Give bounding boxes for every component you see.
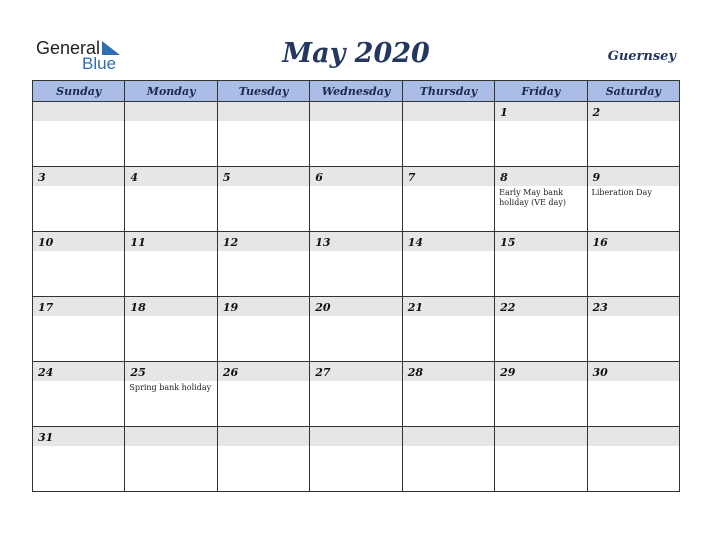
- day-cell: [495, 362, 587, 427]
- holiday-label: [403, 121, 494, 123]
- holiday-label: [310, 186, 401, 188]
- holiday-label: [495, 121, 586, 123]
- day-cell: [125, 297, 217, 362]
- holiday-label: [310, 446, 401, 448]
- weekday-header: Thursday: [402, 81, 494, 102]
- day-number: 23: [592, 301, 608, 314]
- holiday-label: [403, 186, 494, 188]
- week-row: [33, 362, 680, 427]
- day-cell: [402, 167, 494, 232]
- day-number-bar: [218, 297, 309, 316]
- day-number-bar: [588, 102, 679, 121]
- day-number-bar: [403, 427, 494, 446]
- day-number-bar: [403, 297, 494, 316]
- holiday-label: [588, 381, 679, 383]
- day-number-bar: [33, 297, 124, 316]
- day-number: 2: [592, 106, 601, 119]
- day-number: 16: [592, 236, 608, 249]
- holiday-label: Liberation Day: [591, 188, 652, 197]
- day-cell: [495, 167, 587, 232]
- week-row: [33, 167, 680, 232]
- day-number-bar: [33, 102, 124, 121]
- weekday-header: Wednesday: [310, 81, 402, 102]
- day-number-bar: [125, 427, 216, 446]
- page-title: May 2020: [282, 38, 430, 69]
- day-cell: [587, 427, 679, 492]
- day-number: 25: [130, 366, 146, 379]
- day-cell: [587, 102, 679, 167]
- day-cell: [33, 167, 125, 232]
- day-number: 4: [130, 171, 139, 184]
- day-cell: [402, 232, 494, 297]
- day-cell: [125, 102, 217, 167]
- day-cell: [125, 427, 217, 492]
- day-cell: [33, 362, 125, 427]
- day-cell: [33, 232, 125, 297]
- day-number: 3: [38, 171, 46, 184]
- holiday-label: [310, 251, 401, 253]
- holiday-label: [33, 316, 124, 318]
- holiday-label: [218, 446, 309, 448]
- day-cell: [217, 167, 309, 232]
- day-cell: [587, 362, 679, 427]
- day-number-bar: [125, 167, 216, 186]
- day-cell: [495, 102, 587, 167]
- day-number: 28: [407, 366, 423, 379]
- holiday-label: [495, 446, 586, 448]
- holiday-label: [125, 446, 216, 448]
- day-cell: [587, 297, 679, 362]
- day-number-bar: [218, 362, 309, 381]
- holiday-label: [125, 121, 216, 123]
- holiday-label: [218, 186, 309, 188]
- day-cell: [587, 232, 679, 297]
- day-cell: [217, 102, 309, 167]
- day-number: 19: [222, 301, 239, 314]
- day-number: 13: [315, 236, 331, 249]
- day-number: 5: [222, 171, 231, 184]
- logo-general-text: General: [36, 38, 101, 58]
- holiday-label: [125, 186, 216, 188]
- day-number: 30: [592, 366, 608, 379]
- day-cell: [402, 297, 494, 362]
- day-number-bar: [588, 427, 679, 446]
- holiday-label: [218, 381, 309, 383]
- day-cell: [310, 297, 402, 362]
- day-number-bar: [218, 102, 309, 121]
- day-number-bar: [403, 102, 494, 121]
- holiday-label: [588, 121, 679, 123]
- day-cell: [587, 167, 679, 232]
- day-number: 8: [500, 171, 508, 184]
- day-number-bar: [403, 167, 494, 186]
- day-number: 29: [500, 366, 516, 379]
- day-number-bar: [495, 167, 586, 186]
- day-cell: [217, 297, 309, 362]
- holiday-label: [33, 121, 124, 123]
- day-number-bar: [33, 167, 124, 186]
- day-number: 12: [222, 236, 239, 249]
- day-cell: [217, 362, 309, 427]
- day-number: 26: [222, 366, 239, 379]
- day-number: 18: [130, 301, 146, 314]
- day-number-bar: [588, 167, 679, 186]
- day-number: 1: [500, 106, 508, 119]
- holiday-label: [495, 316, 586, 318]
- day-number: 7: [407, 171, 416, 184]
- weekday-header-row: [33, 81, 680, 102]
- logo-blue-text: Blue: [82, 54, 117, 73]
- day-cell: [402, 427, 494, 492]
- day-number: 11: [130, 236, 146, 249]
- day-number-bar: [310, 102, 401, 121]
- day-cell: [402, 102, 494, 167]
- day-number: 6: [315, 171, 323, 184]
- day-cell: [217, 232, 309, 297]
- holiday-label: [33, 251, 124, 253]
- day-number: 15: [500, 236, 516, 249]
- day-number-bar: [310, 232, 401, 251]
- day-number-bar: [495, 427, 586, 446]
- holiday-label: Spring bank holiday: [129, 383, 212, 392]
- day-number: 20: [315, 301, 331, 314]
- holiday-label: [33, 381, 124, 383]
- day-cell: [310, 427, 402, 492]
- day-number-bar: [495, 232, 586, 251]
- holiday-label: [588, 316, 679, 318]
- day-number-bar: [495, 297, 586, 316]
- day-number: 14: [407, 236, 423, 249]
- day-number-bar: [218, 232, 309, 251]
- day-number-bar: [588, 362, 679, 381]
- day-number: 31: [38, 431, 54, 444]
- day-cell: [495, 232, 587, 297]
- day-number-bar: [33, 362, 124, 381]
- day-number: 10: [38, 236, 54, 249]
- weekday-header: Sunday: [33, 81, 125, 102]
- holiday-label: [588, 446, 679, 448]
- region-label: Guernsey: [607, 49, 676, 64]
- day-number-bar: [495, 102, 586, 121]
- day-cell: [125, 362, 217, 427]
- day-number-bar: [495, 362, 586, 381]
- day-number-bar: [588, 232, 679, 251]
- day-number-bar: [33, 427, 124, 446]
- day-number: 22: [500, 301, 516, 314]
- day-number-bar: [33, 232, 124, 251]
- weekday-header: Friday: [495, 81, 587, 102]
- day-cell: [310, 362, 402, 427]
- day-number-bar: [125, 232, 216, 251]
- day-cell: [33, 297, 125, 362]
- day-number-bar: [125, 362, 216, 381]
- holiday-label: [125, 251, 216, 253]
- day-cell: [495, 427, 587, 492]
- weekday-header: Tuesday: [217, 81, 309, 102]
- weekday-header: Monday: [125, 81, 217, 102]
- day-number-bar: [125, 102, 216, 121]
- day-number: 24: [38, 366, 54, 379]
- day-cell: [33, 427, 125, 492]
- day-number-bar: [218, 167, 309, 186]
- holiday-label: [588, 251, 679, 253]
- day-cell: [125, 167, 217, 232]
- holiday-label: [403, 446, 494, 448]
- day-number-bar: [310, 427, 401, 446]
- weekday-header: Saturday: [587, 81, 679, 102]
- day-cell: [495, 297, 587, 362]
- day-number: 9: [592, 171, 601, 184]
- calendar-body: [33, 102, 680, 492]
- day-number-bar: [310, 167, 401, 186]
- holiday-label: [403, 316, 494, 318]
- holiday-label: [495, 381, 586, 383]
- calendar-grid: [32, 80, 680, 492]
- day-cell: [402, 362, 494, 427]
- day-number-bar: [403, 362, 494, 381]
- day-number: 27: [315, 366, 331, 379]
- day-cell: [310, 167, 402, 232]
- holiday-label: Early May bank holiday (VE day): [499, 188, 566, 207]
- day-cell: [310, 232, 402, 297]
- holiday-label: [310, 316, 401, 318]
- holiday-label: [125, 316, 216, 318]
- week-row: [33, 232, 680, 297]
- holiday-label: [218, 251, 309, 253]
- holiday-label: [218, 121, 309, 123]
- holiday-label: [310, 121, 401, 123]
- holiday-label: [495, 251, 586, 253]
- day-number-bar: [310, 362, 401, 381]
- holiday-label: [33, 186, 124, 188]
- holiday-label: [218, 316, 309, 318]
- day-number: 21: [407, 301, 423, 314]
- day-cell: [125, 232, 217, 297]
- day-number: 17: [38, 301, 54, 314]
- day-number-bar: [310, 297, 401, 316]
- holiday-label: [403, 251, 494, 253]
- day-cell: [310, 102, 402, 167]
- day-cell: [33, 102, 125, 167]
- week-row: [33, 427, 680, 492]
- day-number-bar: [403, 232, 494, 251]
- week-row: [33, 102, 680, 167]
- holiday-label: [33, 446, 124, 448]
- holiday-label: [310, 381, 401, 383]
- day-number-bar: [218, 427, 309, 446]
- week-row: [33, 297, 680, 362]
- day-cell: [217, 427, 309, 492]
- day-number-bar: [125, 297, 216, 316]
- holiday-label: [403, 381, 494, 383]
- day-number-bar: [588, 297, 679, 316]
